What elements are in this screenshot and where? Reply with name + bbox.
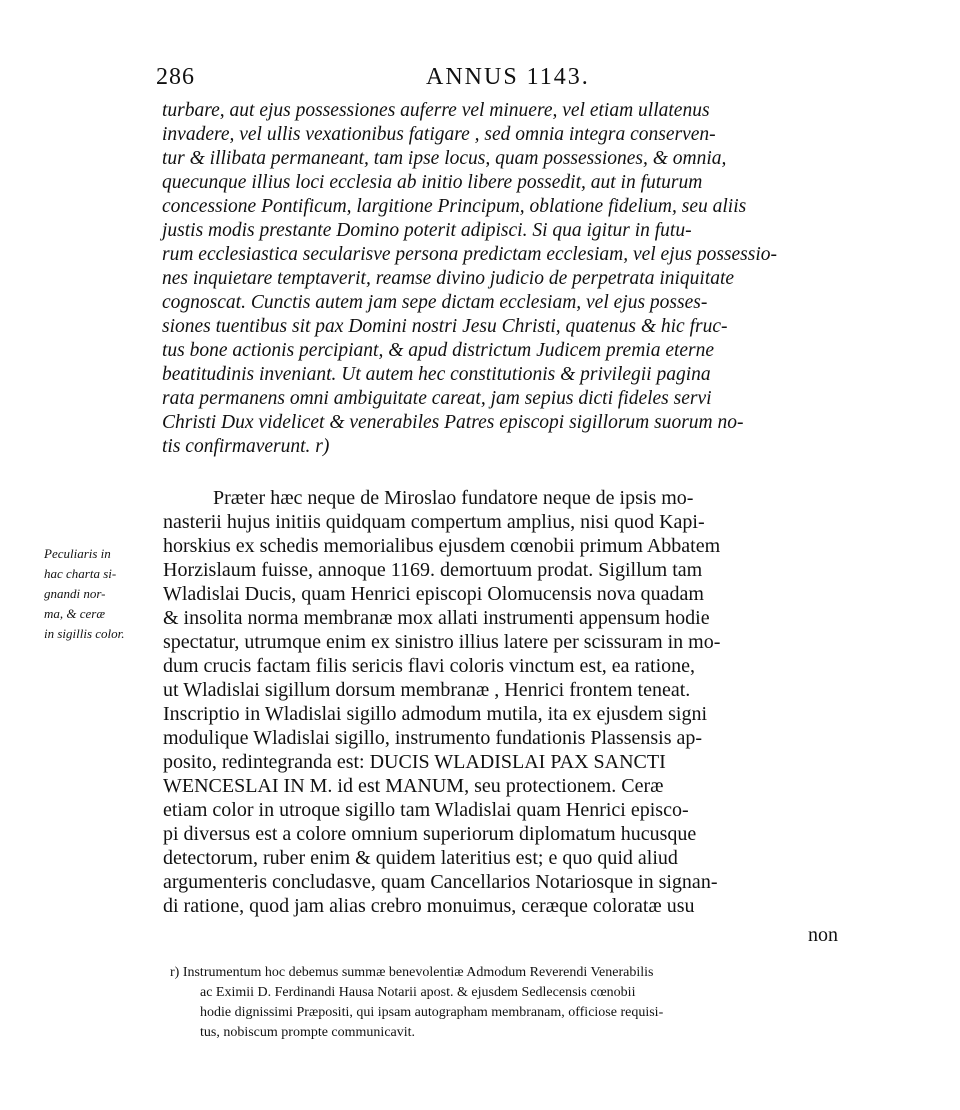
commentary-line: modulique Wladislai sigillo, instrumento fundationis Plassensis ap- [163,727,703,749]
charter-line: siones tuentibus sit pax Domini nostri Jesu Christi, quatenus & hic fruc- [162,316,728,337]
charter-line: tis confirmaverunt. r) [162,436,330,457]
commentary-line: pi diversus est a colore omnium superiorum diplomatum hucusque [163,823,697,845]
commentary-line: ut Wladislai sigillum dorsum membranæ , Henrici frontem teneat. [163,679,691,701]
commentary-line: detectorum, ruber enim & quidem lateritius est; e quo quid aliud [163,847,678,869]
commentary-line: Inscriptio in Wladislai sigillo admodum mutila, ita ex ejusdem signi [163,703,708,725]
commentary-line: Præter hæc neque de Miroslao fundatore neque de ipsis mo- [213,487,694,509]
footnote-line: ac Eximii D. Ferdinandi Hausa Notarii apost. & ejusdem Sedlecensis cœnobii [200,985,636,1000]
commentary-line: & insolita norma membranæ mox allati instrumenti appensum hodie [163,607,710,629]
commentary-line: WENCESLAI IN M. id est MANUM, seu protectionem. Ceræ [163,775,664,797]
page-header [156,64,836,94]
catchword: non [808,924,838,946]
commentary-line: argumenteris concludasve, quam Cancellarios Notariosque in signan- [163,871,718,893]
running-head: ANNUS 1143. [426,64,590,90]
charter-line: cognoscat. Cunctis autem jam sepe dictam ecclesiam, vel ejus posses- [162,292,708,313]
footnote-line: tus, nobiscum prompte communicavit. [200,1025,416,1040]
commentary-line: Horzislaum fuisse, annoque 1169. demortuum prodat. Sigillum tam [163,559,703,581]
commentary-line: nasterii hujus initiis quidquam compertum amplius, nisi quod Kapi- [163,511,705,533]
charter-line: tur & illibata permaneant, tam ipse locus, quam possessiones, & omnia, [162,148,727,169]
charter-line: quecunque illius loci ecclesia ab initio libere possedit, aut in futurum [162,172,703,193]
margin-note [44,544,156,644]
commentary-line: dum crucis factam filis sericis flavi coloris vinctum est, ea ratione, [163,655,696,677]
charter-line: nes inquietare temptaverit, reamse divino judicio de perpetrata iniquitate [162,268,735,289]
charter-line: Christi Dux videlicet & venerabiles Patres episcopi sigillorum suorum no- [162,412,744,433]
charter-line: justis modis prestante Domino poterit adipisci. Si qua igitur in futu- [162,220,692,241]
footnote-line: hodie dignissimi Præpositi, qui ipsam autographam membranam, officiose requisi- [200,1005,664,1020]
charter-line: rum ecclesiastica secularisve persona predictam ecclesiam, vel ejus possessio- [162,244,778,265]
margin-note-line: in sigillis color. [44,626,125,641]
commentary-line: horskius ex schedis memorialibus ejusdem cœnobii primum Abbatem [163,535,721,557]
charter-line: rata permanens omni ambiguitate careat, jam sepius dicti fideles servi [162,388,712,409]
page-number: 286 [156,64,195,90]
margin-note-line: Peculiaris in [44,546,111,561]
margin-note-line: ma, & ceræ [44,606,106,621]
charter-line: invadere, vel ullis vexationibus fatigare , sed omnia integra conserven- [162,124,716,145]
charter-line: beatitudinis inveniant. Ut autem hec constitutionis & privilegii pagina [162,364,711,385]
charter-line: turbare, aut ejus possessiones auferre vel minuere, vel etiam ullatenus [162,100,710,121]
commentary-line: spectatur, utrumque enim ex sinistro illius latere per scissuram in mo- [163,631,721,653]
commentary-line: di ratione, quod jam alias crebro monuimus, ceræque coloratæ usu [163,895,695,917]
margin-note-line: gnandi nor- [44,586,106,601]
margin-note-line: hac charta si- [44,566,117,581]
charter-line: concessione Pontificum, largitione Principum, oblatione fidelium, seu aliis [162,196,747,217]
commentary-line: posito, redintegranda est: DUCIS WLADISLAI PAX SANCTI [163,751,666,773]
commentary-line: Wladislai Ducis, quam Henrici episcopi Olomucensis nova quadam [163,583,704,605]
footnote-line: r) Instrumentum hoc debemus summæ benevolentiæ Admodum Reverendi Venerabilis [170,965,654,980]
charter-line: tus bone actionis percipiant, & apud districtum Judicem premia eterne [162,340,715,361]
commentary-line: etiam color in utroque sigillo tam Wladislai quam Henrici episco- [163,799,689,821]
